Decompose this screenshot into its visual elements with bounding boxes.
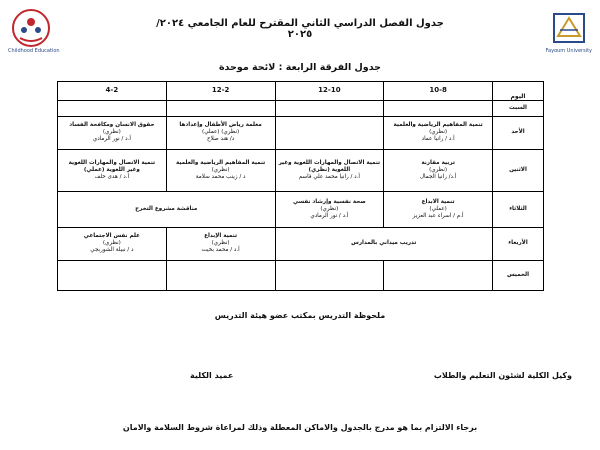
instructor: أ.د / نور الرمادي: [310, 212, 349, 219]
dean-signature: عميد الكلية: [190, 371, 234, 380]
left-logo-caption: Childhood Education: [8, 48, 60, 54]
schedule-cell: [384, 100, 493, 116]
course-name: علم نفس الاجتماعي: [83, 233, 140, 240]
schedule-cell: [166, 100, 275, 116]
schedule-table: [57, 81, 544, 291]
course-type: وغير اللغوية (عملي): [83, 167, 140, 174]
day-label: الأحد: [493, 117, 544, 150]
course-name: حقوق الانسان ومكافحة الفساد: [69, 122, 155, 129]
course-type: (عملي): [429, 205, 447, 212]
schedule-cell: [275, 261, 384, 291]
right-logo-caption: Fayoum University: [545, 48, 592, 54]
instructor: د/ هند صلاح: [207, 136, 235, 143]
instructor: د / زينب محمد سلامة: [195, 174, 246, 181]
schedule-cell: [58, 149, 167, 192]
instructor: أ.د / هدى خلف: [94, 174, 130, 181]
course-type: (نظري): [320, 205, 339, 212]
slot-header: 10-8: [384, 82, 493, 101]
instructor: أ.د / نور الرمادي: [92, 136, 131, 143]
course-name: تربية مقارنة: [421, 160, 455, 167]
instructor: أ.د / رانيا عماد: [421, 136, 455, 143]
day-header: اليوم: [493, 82, 544, 101]
schedule-cell: [166, 117, 275, 150]
schedule-cell: [166, 261, 275, 291]
day-label: الأربعاء: [493, 227, 544, 261]
schedule-cell: [58, 227, 167, 261]
day-label: الاثنين: [493, 149, 544, 192]
schedule-cell: [384, 261, 493, 291]
instructor: أ.د / رانيا محمد علي قاسم: [298, 174, 360, 181]
schedule-cell: [275, 192, 384, 227]
course-type: (نظري): [429, 167, 448, 174]
merged-cell: [275, 227, 493, 261]
table-row: [58, 100, 544, 116]
slot-header: 12-2: [166, 82, 275, 101]
course-name: تنمية المفاهيم الرياضية والعلمية: [393, 122, 483, 129]
day-label: الخميس: [493, 261, 544, 291]
schedule-cell: [58, 117, 167, 150]
course-name: تنمية الابداع: [421, 198, 455, 205]
schedule-cell: [275, 117, 384, 150]
schedule-cell: [384, 192, 493, 227]
schedule-subtitle: جدول الفرقة الرابعة : لائحة موحدة: [218, 62, 382, 73]
schedule-cell: [166, 227, 275, 261]
page-title: جدول الفصل الدراسي الثاني المقترح للعام الجامعي ٢٠٢٤/ ٢٠٢٥: [156, 18, 444, 40]
day-label: السبت: [493, 100, 544, 116]
schedule-cell: [166, 149, 275, 192]
course-type: (نظري): [211, 167, 230, 174]
field-training: تدريب ميداني بالمدارس: [351, 240, 417, 247]
slot-header: 4-2: [58, 82, 167, 101]
course-type: (نظري): [211, 240, 230, 247]
table-row: [58, 149, 544, 192]
schedule-cell: [384, 117, 493, 150]
table-row: [58, 117, 544, 150]
course-type: (نظري): [429, 129, 448, 136]
course-type: (نظري) (عملي): [202, 129, 240, 136]
schedule-cell: [275, 100, 384, 116]
course-name: تنمية الاتصال والمهارات اللغوية: [68, 160, 156, 167]
instructor: أ.د / محمد بخيت: [201, 247, 240, 254]
slot-header: 12-10: [275, 82, 384, 101]
course-name: معلمة رياض الأطفال وإعدادها: [179, 122, 262, 129]
childhood-education-logo: [8, 8, 60, 54]
instructor: د / نبيلة الشوربجي: [90, 247, 134, 254]
schedule-cell: [58, 261, 167, 291]
course-name: صحة نفسية وإرشاد نفسي: [293, 198, 366, 205]
instructor: أ.م / اسراء عبد العزيز: [412, 212, 464, 219]
course-name: تنمية الإبداع: [204, 233, 238, 240]
table-row: [58, 227, 544, 261]
teaching-note: ملحوظة التدريس بمكتب عضو هيئة التدريس: [214, 311, 386, 320]
course-type: (نظري): [102, 240, 121, 247]
table-row: [58, 192, 544, 227]
table-row: [58, 261, 544, 291]
table-header-row: [58, 82, 544, 101]
course-name: تنمية المفاهيم الرياضية والعلمية: [176, 160, 266, 167]
footer-note: برجاء الالتزام بما هو مدرج بالجدول والاماكن المعطلة وذلك لمراعاة شروط السلامة والامان: [122, 423, 478, 432]
schedule-cell: [58, 100, 167, 116]
graduation-project-discussion: مناقشة مشروع التخرج: [135, 205, 198, 212]
merged-cell: [58, 192, 276, 227]
course-name: تنمية الاتصال والمهارات اللغوية وغير اللغوية (نظري): [278, 160, 381, 174]
fayoum-university-logo: [545, 8, 592, 54]
course-type: (نظري): [102, 129, 121, 136]
schedule-cell: [384, 149, 493, 192]
schedule-cell: [275, 149, 384, 192]
day-label: الثلاثاء: [493, 192, 544, 227]
instructor: أ.د/ رانيا الجمال: [419, 174, 457, 181]
vice-dean-signature: وكيل الكلية لشئون التعليم والطلاب: [433, 371, 572, 380]
